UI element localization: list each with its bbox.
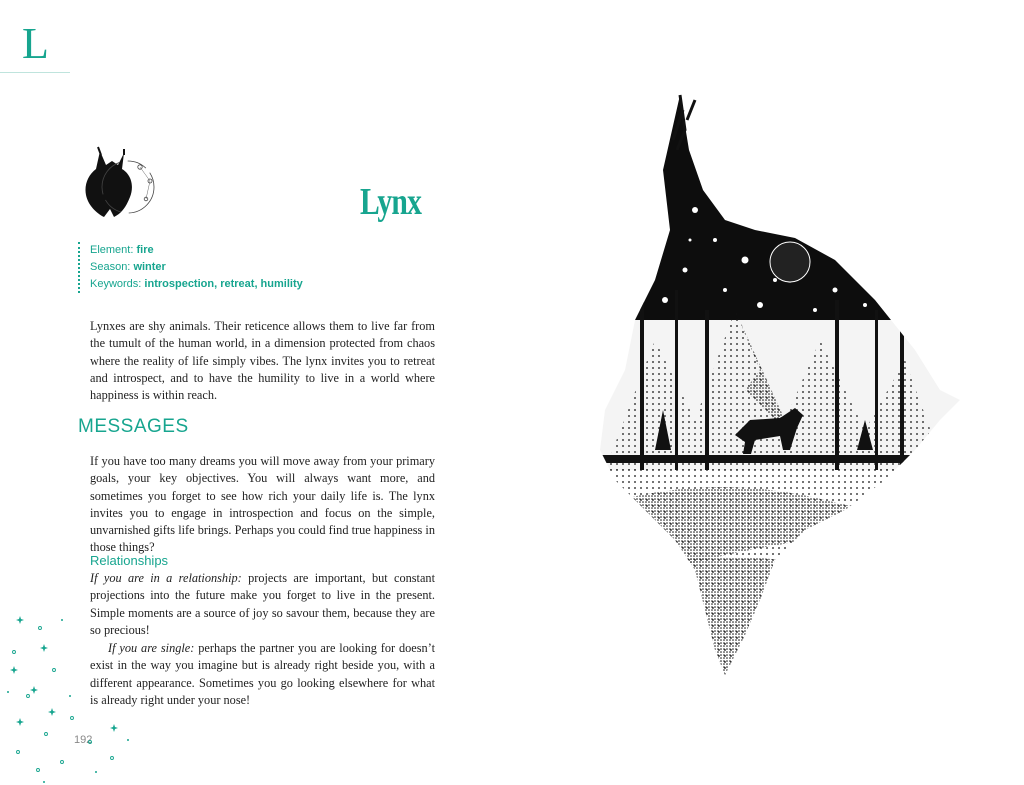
element-label: Element: <box>90 244 134 256</box>
relationships-heading: Relationships <box>90 553 169 568</box>
messages-heading: MESSAGES <box>78 416 189 437</box>
intro-paragraph: Lynxes are shy animals. Their reticence allows them to live far from the tumult of the human world, in a dimension protected from chaos where the reality of life simply vibes. The lynx invites you to retreat and introspect, and to have the humility to live in a world where happiness is within reach. <box>90 319 435 403</box>
element-value: fire <box>136 244 154 256</box>
section-letter-rule <box>0 72 70 73</box>
lynx-head-badge-icon <box>78 143 160 225</box>
single-lead: If you are single: <box>108 641 195 655</box>
page-title: Lynx <box>360 181 422 223</box>
keywords-line <box>90 276 303 293</box>
relationship-text: projects are important, but constant projections into the future make you forget to live in the present. Simple moments are a source of joy so savour them, because they are so precious! <box>90 571 435 637</box>
meta-block <box>78 242 303 293</box>
season-value: winter <box>133 261 166 273</box>
keywords-value: introspection, retreat, humility <box>144 278 303 290</box>
sparkle-icon <box>16 616 24 624</box>
section-letter: L <box>22 19 49 68</box>
element-line <box>90 242 303 259</box>
season-line <box>90 259 303 276</box>
sparkle-decoration <box>0 600 160 785</box>
relationship-lead: If you are in a relationship: <box>90 571 242 585</box>
single-text: perhaps the partner you are looking for doesn’t exist in the way you imagine but is already right beside you, with a different appearance. Sometimes you go looking elsewhere for what is already right under your nose! <box>90 641 435 707</box>
messages-paragraph: If you have too many dreams you will move away from your primary goals, your key objectives. You will always want more, and sometimes you forget to see how rich your daily life is. The lynx invites you to engage in introspection and focus on the simple, unvarnished gifts life brings. Perhaps you could find true happiness in those things? <box>90 454 435 555</box>
season-label: Season: <box>90 261 131 273</box>
lynx-illustration <box>585 90 965 680</box>
page-number: 192 <box>74 734 93 746</box>
keywords-label: Keywords: <box>90 278 142 290</box>
